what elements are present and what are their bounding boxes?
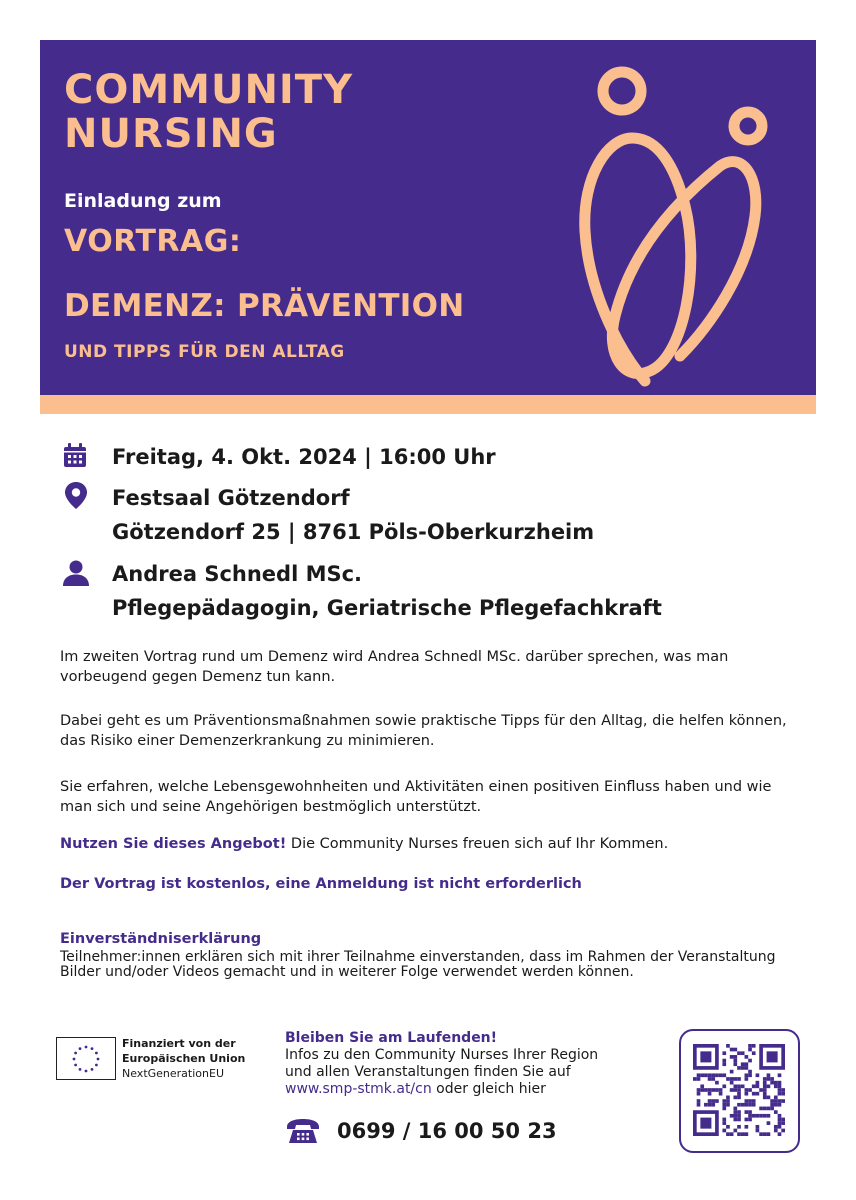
- invite-text: Einladung zum: [64, 190, 222, 212]
- offer-highlight: Nutzen Sie dieses Angebot!: [60, 836, 287, 852]
- location-row: [62, 481, 594, 549]
- venue-block: [112, 481, 594, 549]
- website-link[interactable]: www.smp-stmk.at/cn: [285, 1081, 432, 1097]
- hero-accent-stripe: [40, 395, 816, 414]
- speaker-name: Andrea Schnedl MSc.: [112, 562, 363, 586]
- venue-name: Festsaal Götzendorf: [112, 486, 350, 510]
- topic-heading: DEMENZ: PRÄVENTION: [64, 288, 465, 324]
- date-row: [62, 440, 496, 474]
- eu-funding-text: [122, 1036, 245, 1081]
- consent-title: Einverständniserklärung: [60, 931, 262, 947]
- brand-line-1: COMMUNITY: [64, 67, 354, 113]
- subtopic-heading: UND TIPPS FÜR DEN ALLTAG: [64, 342, 345, 362]
- paragraph-3: Sie erfahren, welche Lebensgewohnheiten und Aktivitäten einen positiven Einfluss haben und wie man sich und seine Angehörigen bestmöglich unterstützt.: [60, 779, 772, 815]
- follow-title: Bleiben Sie am Laufenden!: [285, 1030, 498, 1046]
- phone-icon: [285, 1117, 321, 1145]
- eu-flag: [56, 1037, 116, 1080]
- follow-line-2: und allen Veranstaltungen finden Sie auf: [285, 1064, 571, 1080]
- eu-line-3: NextGenerationEU: [122, 1067, 224, 1080]
- qr-code-frame: [679, 1029, 800, 1153]
- consent-text: Teilnehmer:innen erklären sich mit ihrer Teilnahme einverstanden, dass im Rahmen der Veranstaltung Bilder und/oder Videos gemacht und in weiterer Folge verwendet werden können.: [60, 949, 776, 980]
- qr-code[interactable]: [693, 1044, 785, 1136]
- brand-title: [64, 68, 353, 156]
- eu-stars-icon: [57, 1038, 115, 1079]
- brand-line-2: NURSING: [64, 111, 278, 157]
- event-datetime: Freitag, 4. Okt. 2024 | 16:00 Uhr: [112, 445, 496, 469]
- offer-rest: Die Community Nurses freuen sich auf Ihr Kommen.: [286, 836, 669, 852]
- speaker-block: [112, 557, 662, 625]
- paragraph-4: [60, 834, 790, 854]
- person-icon: [62, 559, 90, 587]
- paragraph-1: Im zweiten Vortrag rund um Demenz wird Andrea Schnedl MSc. darüber sprechen, was man vorbeugend gegen Demenz tun kann.: [60, 649, 729, 685]
- follow-block: [285, 1030, 665, 1098]
- follow-line-1: Infos zu den Community Nurses Ihrer Region: [285, 1047, 599, 1063]
- speaker-row: [62, 557, 662, 625]
- eu-line-1: Finanziert von der: [122, 1037, 236, 1050]
- phone-row: [285, 1117, 557, 1145]
- paragraph-2: Dabei geht es um Präventionsmaßnahmen sowie praktische Tipps für den Alltag, die helfen können, das Risiko einer Demenzerkrankung zu minimieren.: [60, 713, 787, 749]
- vortrag-heading: VORTRAG:: [64, 224, 242, 259]
- community-nursing-logo: [560, 56, 800, 396]
- venue-address: Götzendorf 25 | 8761 Pöls-Oberkurzheim: [112, 520, 595, 544]
- calendar-icon: [62, 442, 90, 470]
- follow-line-3: [285, 1081, 665, 1098]
- free-admission-note: Der Vortrag ist kostenlos, eine Anmeldung ist nicht erforderlich: [60, 876, 582, 892]
- speaker-role: Pflegepädagogin, Geriatrische Pflegefachkraft: [112, 596, 662, 620]
- phone-number[interactable]: 0699 / 16 00 50 23: [337, 1119, 557, 1143]
- follow-after-link: oder gleich hier: [431, 1081, 546, 1097]
- eu-line-2: Europäischen Union: [122, 1052, 246, 1065]
- location-pin-icon: [62, 481, 90, 509]
